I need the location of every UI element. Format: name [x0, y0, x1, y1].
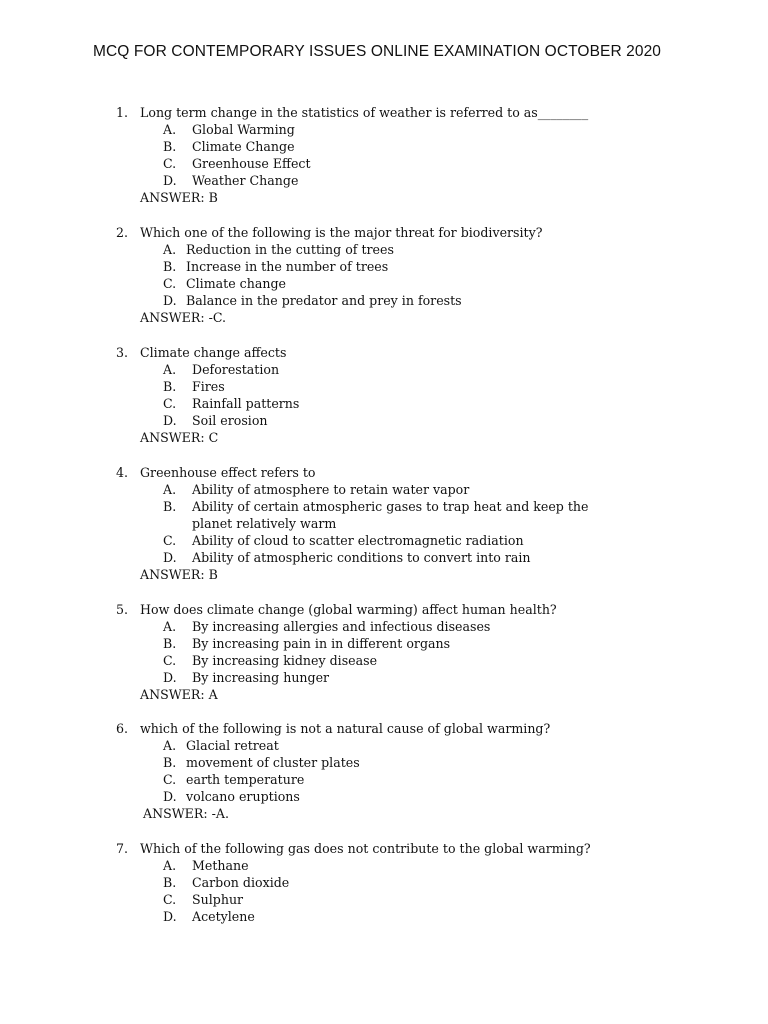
option-letter: C.	[163, 772, 177, 787]
option-text: Ability of certain atmospheric gases to trap heat and keep the	[192, 499, 589, 514]
option-b	[0, 498, 768, 515]
option-b	[0, 754, 768, 771]
option-letter: A.	[163, 122, 177, 137]
option-text: Acetylene	[192, 909, 255, 924]
option-letter: C.	[163, 396, 177, 411]
option-letter: B.	[163, 499, 177, 514]
option-letter: D.	[163, 293, 177, 308]
option-b	[0, 258, 768, 275]
option-d	[0, 669, 768, 686]
option-letter: C.	[163, 533, 177, 548]
option-letter: C.	[163, 892, 177, 907]
option-letter: C.	[163, 276, 177, 291]
question-number: 2.	[116, 225, 129, 240]
option-letter: B.	[163, 139, 177, 154]
option-a	[0, 241, 768, 258]
question-4	[0, 464, 768, 583]
option-letter: C.	[163, 156, 177, 171]
option-letter: D.	[163, 550, 177, 565]
option-letter: A.	[163, 738, 177, 753]
option-letter: A.	[163, 619, 177, 634]
option-c	[0, 155, 768, 172]
answer-line: ANSWER: B	[140, 190, 218, 205]
question-number: 1.	[116, 105, 129, 120]
option-text: Soil erosion	[192, 413, 268, 428]
option-text: movement of cluster plates	[186, 755, 360, 770]
option-letter: C.	[163, 653, 177, 668]
option-c	[0, 275, 768, 292]
answer-line: ANSWER: B	[140, 567, 218, 582]
option-text: By increasing pain in in different organs	[192, 636, 451, 651]
option-d	[0, 412, 768, 429]
option-text: Global Warming	[192, 122, 295, 137]
option-text: Carbon dioxide	[192, 875, 290, 890]
option-text: By increasing hunger	[192, 670, 330, 685]
option-c	[0, 395, 768, 412]
option-text: Climate change	[186, 276, 286, 291]
question-3	[0, 344, 768, 446]
question-text: Long term change in the statistics of weather is referred to as________	[140, 105, 589, 120]
option-text: By increasing allergies and infectious diseases	[192, 619, 491, 634]
option-text: Reduction in the cutting of trees	[186, 242, 394, 257]
option-d	[0, 292, 768, 309]
option-text: Glacial retreat	[186, 738, 279, 753]
option-text-continuation: planet relatively warm	[192, 516, 337, 531]
question-text: Greenhouse effect refers to	[140, 465, 316, 480]
option-text: earth temperature	[186, 772, 305, 787]
option-letter: A.	[163, 482, 177, 497]
question-7	[0, 840, 768, 925]
option-c	[0, 891, 768, 908]
option-text: Ability of atmosphere to retain water vapor	[192, 482, 470, 497]
question-text: Which of the following gas does not contribute to the global warming?	[140, 841, 591, 856]
option-text: Increase in the number of trees	[186, 259, 389, 274]
question-6	[0, 720, 768, 822]
question-text: Which one of the following is the major threat for biodiversity?	[140, 225, 543, 240]
option-letter: B.	[163, 636, 177, 651]
option-text: Weather Change	[192, 173, 299, 188]
option-text: Methane	[192, 858, 249, 873]
option-a	[0, 361, 768, 378]
option-letter: D.	[163, 413, 177, 428]
option-letter: A.	[163, 362, 177, 377]
option-letter: A.	[163, 242, 177, 257]
question-5	[0, 601, 768, 703]
option-text: volcano eruptions	[186, 789, 300, 804]
option-d	[0, 549, 768, 566]
option-d	[0, 788, 768, 805]
option-a	[0, 618, 768, 635]
option-text: Sulphur	[192, 892, 244, 907]
option-text: Greenhouse Effect	[192, 156, 311, 171]
option-letter: D.	[163, 670, 177, 685]
question-text: which of the following is not a natural cause of global warming?	[140, 721, 551, 736]
option-letter: B.	[163, 259, 177, 274]
option-letter: B.	[163, 379, 177, 394]
option-b-continuation	[0, 515, 768, 532]
question-2	[0, 224, 768, 326]
answer-line: ANSWER: -A.	[143, 806, 229, 821]
question-text: Climate change affects	[140, 345, 287, 360]
option-a	[0, 121, 768, 138]
option-text: Rainfall patterns	[192, 396, 300, 411]
answer-line: ANSWER: A	[140, 687, 218, 702]
document-title: MCQ FOR CONTEMPORARY ISSUES ONLINE EXAMINATION OCTOBER 2020	[93, 43, 662, 60]
option-letter: D.	[163, 909, 177, 924]
answer-line: ANSWER: C	[140, 430, 219, 445]
question-number: 3.	[116, 345, 129, 360]
option-a	[0, 737, 768, 754]
question-number: 4.	[116, 465, 129, 480]
option-text: Climate Change	[192, 139, 295, 154]
question-text: How does climate change (global warming) affect human health?	[140, 602, 557, 617]
option-d	[0, 908, 768, 925]
option-d	[0, 172, 768, 189]
question-number: 5.	[116, 602, 129, 617]
option-c	[0, 652, 768, 669]
option-a	[0, 857, 768, 874]
option-c	[0, 532, 768, 549]
option-letter: A.	[163, 858, 177, 873]
option-b	[0, 378, 768, 395]
option-text: Fires	[192, 379, 225, 394]
option-letter: D.	[163, 173, 177, 188]
question-number: 6.	[116, 721, 129, 736]
option-b	[0, 874, 768, 891]
option-text: By increasing kidney disease	[192, 653, 378, 668]
question-number: 7.	[116, 841, 129, 856]
option-letter: B.	[163, 755, 177, 770]
option-letter: D.	[163, 789, 177, 804]
option-text: Balance in the predator and prey in forests	[186, 293, 462, 308]
answer-line: ANSWER: -C.	[140, 310, 227, 325]
option-text: Ability of cloud to scatter electromagnetic radiation	[192, 533, 524, 548]
option-a	[0, 481, 768, 498]
option-b	[0, 635, 768, 652]
option-text: Ability of atmospheric conditions to convert into rain	[192, 550, 531, 565]
option-text: Deforestation	[192, 362, 280, 377]
option-c	[0, 771, 768, 788]
question-1	[0, 104, 768, 206]
option-b	[0, 138, 768, 155]
option-letter: B.	[163, 875, 177, 890]
